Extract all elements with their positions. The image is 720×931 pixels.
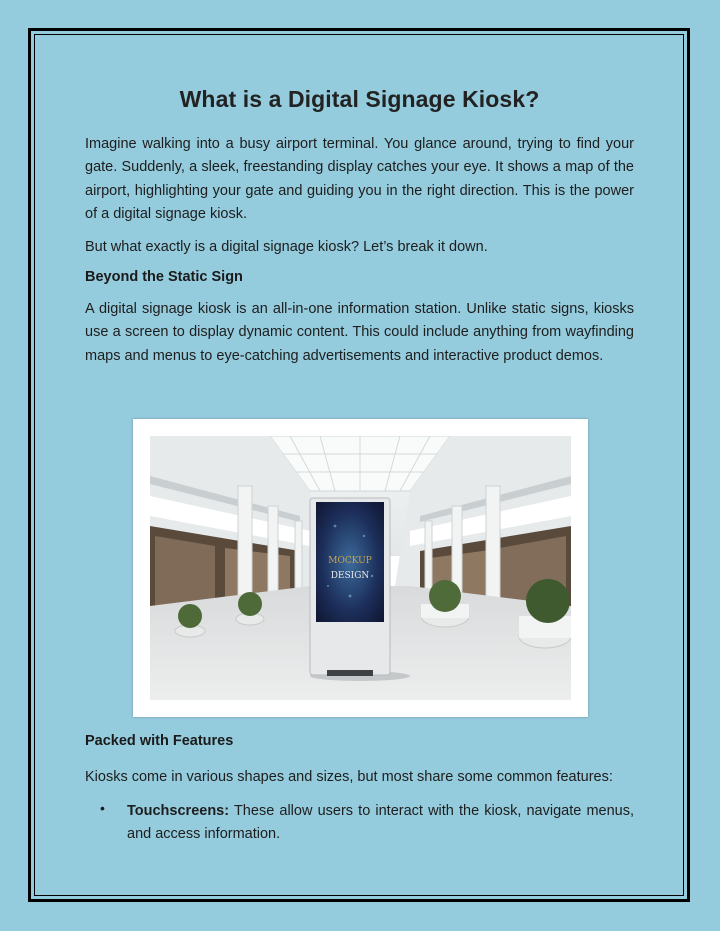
question-paragraph: But what exactly is a digital signage kiosk? Let’s break it down. bbox=[85, 238, 488, 255]
bullet-icon: • bbox=[100, 800, 105, 816]
mall-kiosk-illustration bbox=[150, 436, 571, 700]
page-title: What is a Digital Signage Kiosk? bbox=[179, 86, 540, 112]
intro-paragraph: Imagine walking into a busy airport terminal. You glance around, trying to find your gate. Suddenly, a sleek, freestanding display catches your eye. It shows a map of the airport, highlighting your gate and guiding you in the right direction. This is the power of a digital signage kiosk. bbox=[85, 136, 634, 223]
document-body bbox=[85, 86, 634, 368]
section-body-static-sign: A digital signage kiosk is an all-in-one information station. Unlike static signs, kiosks use a screen to display dynamic content. This could include anything from wayfinding maps and menus to eye-catching advertisements and interactive product demos. bbox=[85, 301, 634, 364]
section-body-features: Kiosks come in various shapes and sizes, but most share some common features: bbox=[85, 769, 613, 785]
bullet-text bbox=[127, 800, 634, 847]
screen-text-line1: MOCKUP bbox=[328, 556, 372, 566]
list-item bbox=[100, 800, 634, 847]
section-heading-features: Packed with Features bbox=[85, 733, 234, 749]
bullet-term: Touchscreens: bbox=[127, 803, 230, 819]
kiosk-photo bbox=[133, 419, 588, 717]
section-heading-static-sign: Beyond the Static Sign bbox=[85, 269, 243, 286]
screen-text-line2: DESIGN bbox=[330, 571, 370, 581]
bullet-description: These allow users to interact with the kiosk, navigate menus, and access information. bbox=[127, 803, 634, 843]
